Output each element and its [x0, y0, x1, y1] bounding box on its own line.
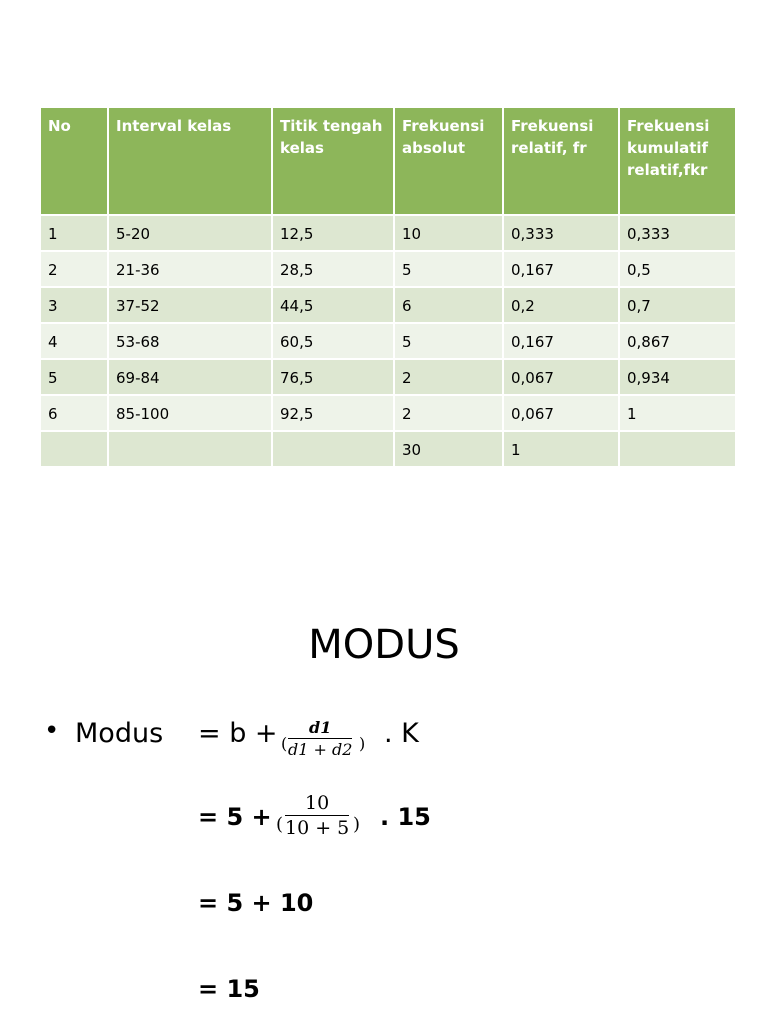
- formula-line1-numerator: d1: [309, 718, 332, 737]
- formula-line4: = 15: [198, 975, 260, 1003]
- table-cell: 92,5: [272, 395, 394, 431]
- formula-line2-denominator: 10 + 5: [285, 817, 350, 839]
- table-cell: 0,2: [503, 287, 619, 323]
- table-cell: 2: [394, 359, 503, 395]
- table-cell: [272, 431, 394, 467]
- table-row: [40, 215, 736, 251]
- table-row: [40, 251, 736, 287]
- table-cell: 85-100: [108, 395, 272, 431]
- header-midpoint: Titik tengah kelas: [272, 107, 394, 215]
- header-interval: Interval kelas: [108, 107, 272, 215]
- header-no: No: [40, 107, 108, 215]
- table-cell: 5-20: [108, 215, 272, 251]
- table-row: [40, 395, 736, 431]
- table-cell: 0,867: [619, 323, 736, 359]
- table-cell: 1: [619, 395, 736, 431]
- table-total-row: [40, 431, 736, 467]
- table-cell: 30: [394, 431, 503, 467]
- table-cell: [108, 431, 272, 467]
- header-absolute-frequency: Frekuensi absolut: [394, 107, 503, 215]
- table-cell: 6: [394, 287, 503, 323]
- table-row: [40, 287, 736, 323]
- table-cell: 0,333: [503, 215, 619, 251]
- table-cell: 37-52: [108, 287, 272, 323]
- table-cell: 12,5: [272, 215, 394, 251]
- table-cell: 76,5: [272, 359, 394, 395]
- table-cell: 6: [40, 395, 108, 431]
- table-cell: 0,5: [619, 251, 736, 287]
- table-cell: 2: [40, 251, 108, 287]
- formula-line2-fraction: [285, 792, 349, 839]
- table-cell: 5: [394, 251, 503, 287]
- table-cell: 60,5: [272, 323, 394, 359]
- table-cell: 4: [40, 323, 108, 359]
- header-relative-frequency: Frekuensi relatif, fr: [503, 107, 619, 215]
- table-header-row: [40, 107, 736, 215]
- frequency-table: [39, 106, 737, 468]
- formula-line2-prefix: = 5 +: [198, 803, 272, 831]
- formula-term: Modus: [75, 718, 164, 749]
- table-cell: 0,167: [503, 251, 619, 287]
- section-title: MODUS: [308, 622, 460, 668]
- table-cell: 1: [40, 215, 108, 251]
- table-cell: 21-36: [108, 251, 272, 287]
- formula-line2-numerator: 10: [305, 792, 330, 814]
- formula-line2-suffix: . 15: [380, 803, 431, 831]
- table-cell: 0,934: [619, 359, 736, 395]
- formula-line3: = 5 + 10: [198, 889, 314, 917]
- table-cell: 2: [394, 395, 503, 431]
- fraction-bar: [288, 738, 352, 739]
- formula-line2-open-paren: (: [276, 814, 284, 835]
- formula-line1-fraction: [288, 718, 352, 759]
- formula-line1-open-paren: (: [281, 734, 288, 753]
- table-cell: [40, 431, 108, 467]
- formula-line1-close-paren: ): [359, 734, 366, 753]
- table-cell: 5: [394, 323, 503, 359]
- formula-line1-prefix: = b +: [198, 718, 278, 749]
- table-cell: 28,5: [272, 251, 394, 287]
- table-cell: 10: [394, 215, 503, 251]
- formula-line1-denominator: d1 + d2: [288, 740, 353, 759]
- table-row: [40, 323, 736, 359]
- table-cell: 44,5: [272, 287, 394, 323]
- table-row: [40, 359, 736, 395]
- table-cell: 0,333: [619, 215, 736, 251]
- table-cell: [619, 431, 736, 467]
- table-cell: 0,067: [503, 359, 619, 395]
- formula-line2-close-paren: ): [353, 814, 361, 835]
- table-cell: 3: [40, 287, 108, 323]
- table-cell: 0,167: [503, 323, 619, 359]
- table-cell: 0,067: [503, 395, 619, 431]
- formula-line1-suffix: . K: [384, 718, 419, 749]
- table-cell: 53-68: [108, 323, 272, 359]
- header-cumulative-relative-frequency: Frekuensi kumulatif relatif,fkr: [619, 107, 736, 215]
- table-cell: 5: [40, 359, 108, 395]
- table-cell: 69-84: [108, 359, 272, 395]
- fraction-bar: [285, 815, 349, 816]
- bullet-point: •: [44, 716, 60, 746]
- table-cell: 1: [503, 431, 619, 467]
- table-cell: 0,7: [619, 287, 736, 323]
